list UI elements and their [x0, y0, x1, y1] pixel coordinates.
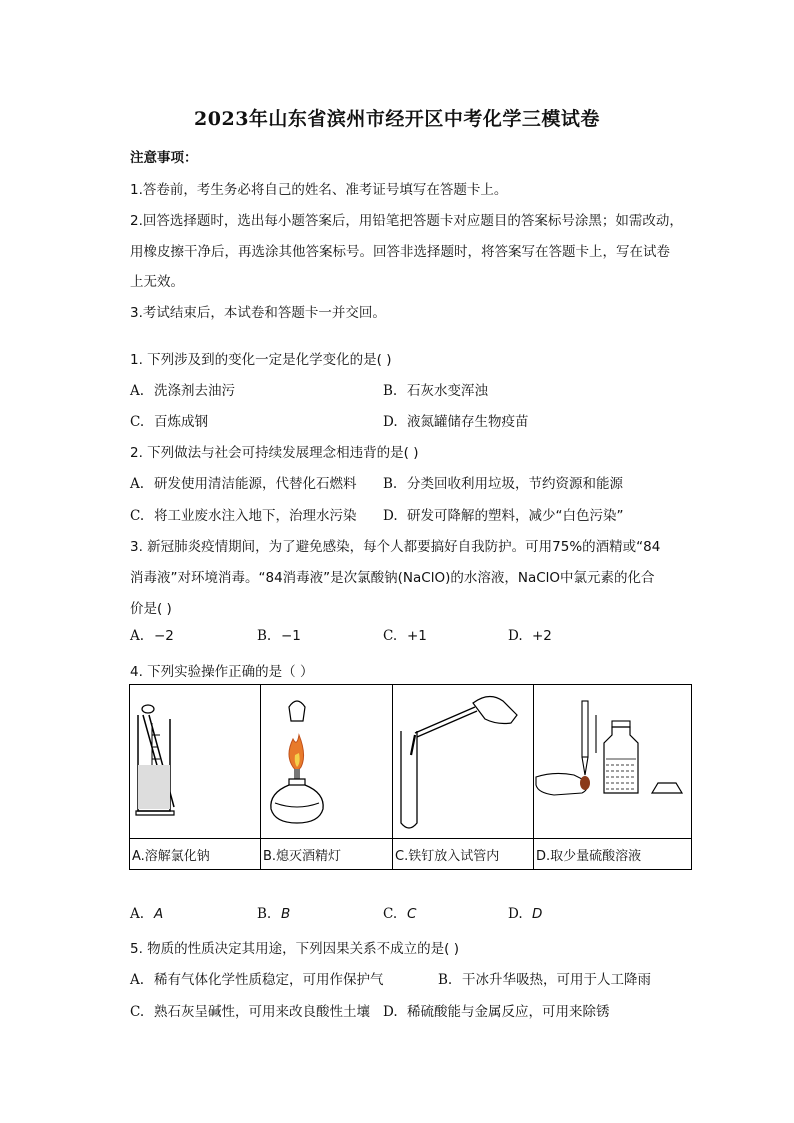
figure-b-cell [261, 685, 393, 839]
dropper-reagent-bottle-illustration [534, 685, 691, 835]
notice-item: 上无效。 [130, 274, 184, 290]
q5-option-a[interactable] [130, 968, 384, 988]
option-text: 洗涤剂去油污 [154, 383, 235, 399]
option-key: A. [130, 383, 145, 399]
q3-option-b[interactable] [257, 628, 301, 644]
q4-option-a[interactable] [130, 906, 163, 922]
q3-option-d[interactable] [508, 628, 552, 644]
q2-option-d[interactable] [383, 504, 624, 524]
option-text: C [407, 906, 417, 922]
option-key: B. [383, 383, 398, 399]
option-text: D [532, 906, 543, 922]
option-key: D. [383, 414, 398, 430]
q5-option-b[interactable] [438, 968, 651, 988]
option-text: A [154, 906, 164, 922]
question-3-stem: 消毒液”对环境消毒。“84消毒液”是次氯酸钠(NaClO)的水溶液，NaClO中氯元素的化合 [130, 570, 655, 586]
option-text: 分类回收利用垃圾，节约资源和能源 [407, 476, 623, 492]
option-text: B [281, 906, 291, 922]
option-text: 稀硫酸能与金属反应，可用来除锈 [407, 1004, 610, 1020]
alcohol-lamp-illustration [261, 685, 392, 835]
option-key: D. [383, 508, 398, 524]
q4-option-c[interactable] [383, 906, 416, 922]
q2-option-c[interactable] [130, 504, 357, 524]
option-text: 研发使用清洁能源，代替化石燃料 [154, 476, 357, 492]
option-text: 研发可降解的塑料，减少“白色污染” [407, 508, 624, 524]
q1-option-d[interactable] [383, 410, 529, 430]
q1-option-c[interactable] [130, 410, 208, 430]
question-2-stem: 2. 下列做法与社会可持续发展理念相违背的是( ) [130, 445, 419, 461]
option-text: 稀有气体化学性质稳定，可用作保护气 [154, 972, 384, 988]
figure-caption-d: D.取少量硫酸溶液 [534, 839, 692, 870]
q4-option-d[interactable] [508, 906, 542, 922]
q3-option-c[interactable] [383, 628, 427, 644]
option-key: D. [508, 628, 523, 644]
option-key: B. [438, 972, 453, 988]
notice-item: 1.答卷前，考生务必将自己的姓名、准考证号填写在答题卡上。 [130, 182, 508, 198]
notice-item: 3.考试结束后，本试卷和答题卡一并交回。 [130, 305, 386, 321]
option-text: 液氮罐储存生物疫苗 [407, 414, 529, 430]
notice-item: 2.回答选择题时，选出每小题答案后，用铅笔把答题卡对应题目的答案标号涂黑；如需改动， [130, 213, 683, 229]
option-key: A. [130, 628, 145, 644]
q3-option-a[interactable] [130, 628, 174, 644]
figure-caption-b: B.熄灭酒精灯 [261, 839, 393, 870]
figure-caption-c: C.铁钉放入试管内 [393, 839, 534, 870]
q1-option-b[interactable] [383, 379, 488, 399]
option-text: 熟石灰呈碱性，可用来改良酸性土壤 [154, 1004, 370, 1020]
q2-option-b[interactable] [383, 472, 623, 492]
figure-caption-a: A.溶解氯化钠 [130, 839, 261, 870]
question-3-stem: 价是( ) [130, 601, 172, 617]
figure-d-cell [534, 685, 692, 839]
graduated-cylinder-stirring-illustration [130, 685, 260, 835]
q1-option-a[interactable] [130, 379, 235, 399]
page-title: 2023年山东省滨州市经开区中考化学三模试卷 [194, 108, 600, 130]
experiment-figure-table [129, 684, 692, 870]
q5-option-d[interactable] [383, 1000, 610, 1020]
option-text: 石灰水变浑浊 [407, 383, 488, 399]
option-key: B. [257, 628, 272, 644]
question-3-stem: 3. 新冠肺炎疫情期间，为了避免感染，每个人都要搞好自我防护。可用75%的酒精或“84 [130, 539, 661, 555]
option-text: +2 [532, 628, 552, 644]
question-4-stem: 4. 下列实验操作正确的是（ ） [130, 664, 314, 680]
notice-item: 用橡皮擦干净后，再选涂其他答案标号。回答非选择题时，将答案写在答题卡上，写在试卷 [130, 244, 670, 260]
option-key: B. [257, 906, 272, 922]
option-text: 百炼成钢 [154, 414, 208, 430]
option-text: +1 [407, 628, 427, 644]
question-5-stem: 5. 物质的性质决定其用途，下列因果关系不成立的是( ) [130, 941, 459, 957]
option-key: A. [130, 906, 145, 922]
question-1-stem: 1. 下列涉及到的变化一定是化学变化的是( ) [130, 352, 392, 368]
figure-a-cell [130, 685, 261, 839]
option-text: −1 [281, 628, 301, 644]
option-text: 将工业废水注入地下，治理水污染 [154, 508, 357, 524]
notice-heading: 注意事项： [130, 150, 198, 166]
option-key: D. [508, 906, 523, 922]
option-key: C. [383, 906, 398, 922]
option-key: D. [383, 1004, 398, 1020]
q5-option-c[interactable] [130, 1000, 370, 1020]
q4-option-b[interactable] [257, 906, 290, 922]
option-key: C. [130, 508, 145, 524]
option-text: 干冰升华吸热，可用于人工降雨 [462, 972, 651, 988]
option-key: C. [130, 414, 145, 430]
option-key: A. [130, 972, 145, 988]
option-key: B. [383, 476, 398, 492]
q2-option-a[interactable] [130, 472, 357, 492]
option-key: C. [130, 1004, 145, 1020]
nail-into-test-tube-illustration [393, 685, 533, 835]
option-key: C. [383, 628, 398, 644]
figure-c-cell [393, 685, 534, 839]
option-text: −2 [154, 628, 174, 644]
option-key: A. [130, 476, 145, 492]
